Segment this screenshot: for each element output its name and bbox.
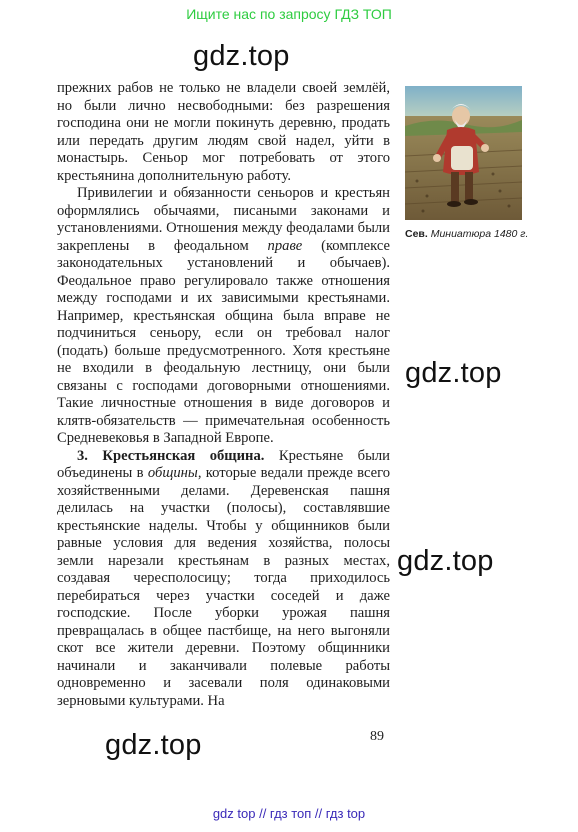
caption-source: Миниатюра 1480 г. bbox=[430, 228, 529, 240]
image-caption bbox=[405, 229, 530, 240]
caption-title: Сев. bbox=[405, 228, 428, 240]
paragraph-1: прежних рабов не только не владели своей землёй, но были лично несвободными: без разрешения господина они не могли покинуть деревню, продать или передать другим людям свой надел, уйти в монастырь. Сеньор мог потребовать от этого крестьянина дополнительную работу. bbox=[57, 80, 390, 184]
footer-links[interactable]: gdz top // гдз топ // гдз top bbox=[212, 806, 366, 821]
main-text bbox=[57, 80, 390, 710]
section-heading: 3. Крестьянская община. bbox=[77, 447, 265, 464]
watermark: gdz.top bbox=[397, 545, 494, 577]
term-pravo: праве bbox=[267, 237, 303, 254]
sowing-miniature-image bbox=[405, 86, 522, 220]
search-hint-link[interactable]: Ищите нас по запросу ГДЗ ТОП bbox=[186, 6, 392, 22]
paragraph-3-text: Крестьяне были объединены в bbox=[57, 447, 390, 481]
page-number: 89 bbox=[370, 729, 384, 744]
watermark: gdz.top bbox=[193, 40, 290, 72]
paragraph-2 bbox=[57, 185, 390, 448]
paragraph-2-text-cont: (комплексе законодательных установлений и обычаев). Феодальное право регулировало также отношения между господами и их зависимыми крестьянами. Например, крестьянская община была вправе не подчиниться сеньору, если он требовал налог (подать) больше предусмотренного. Хотя крестьяне не входили в феодальную лестницу, они были связаны с господами договорными отношениями. Такие личностные отношения в виде договоров и клятв-обязательств — примечательная особенность Средневековья в Западной Европе. bbox=[57, 237, 390, 446]
paragraph-3-text-cont: , которые ведали прежде всего хозяйственными делами. Деревенская пашня делилась на участки (полосы), составлявшие крестьянские наделы. Чтобы у общинников были равные условия для ведения хозяйства, полосы земли нарезали крестьянам в разных местах, создавая чересполосицу; тогда приходилось перебираться через участки соседей и даже господские. После уборки урожая пашня превращалась в общее пастбище, на него выгоняли скот все жители деревни. Поэтому общинники начинали и заканчивали полевые работы одновременно и засевали поля одинаковыми зерновыми культурами. На bbox=[57, 465, 391, 709]
paragraph-3 bbox=[57, 448, 390, 711]
watermark: gdz.top bbox=[105, 729, 202, 761]
paragraph-2-text: Привилегии и обязанности сеньоров и крестьян оформлялись обычаями, писаными законами и установлениями. Отношения между феодалами были закреплены в феодальном bbox=[57, 185, 390, 254]
watermark: gdz.top bbox=[405, 357, 502, 389]
term-obshchiny: общины bbox=[147, 465, 198, 481]
